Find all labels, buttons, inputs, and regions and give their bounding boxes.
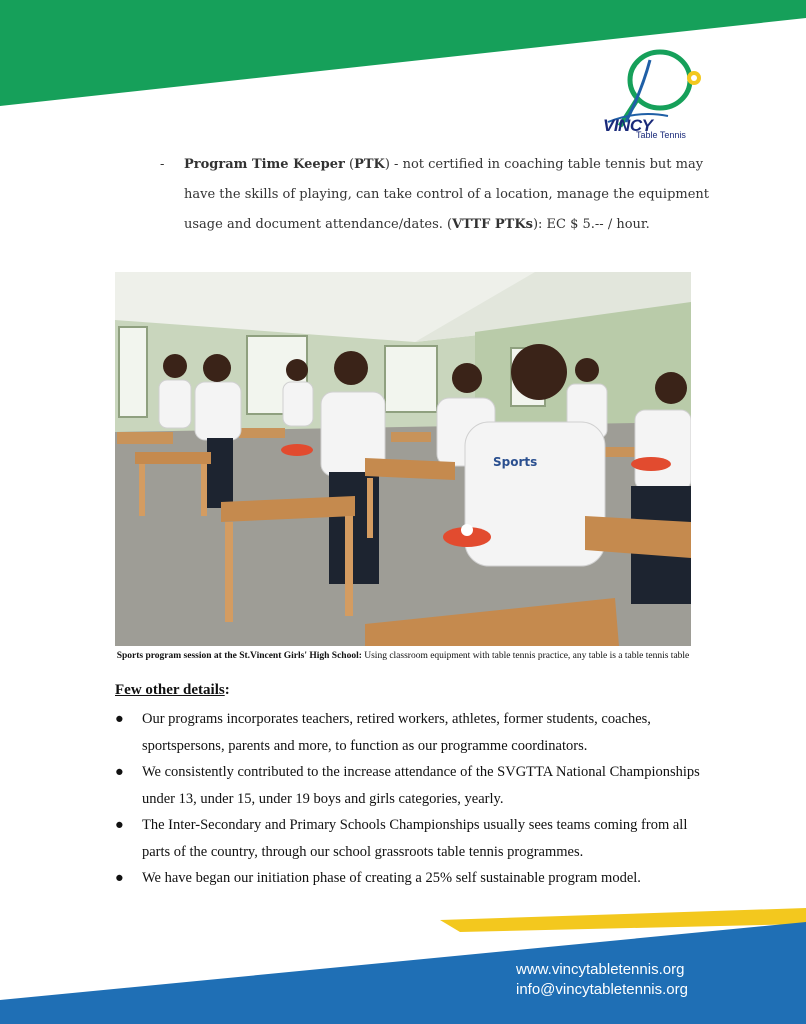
list-item-text: We have began our initiation phase of creating a 25% self sustainable program model. [142, 870, 641, 886]
website-link[interactable]: www.vincytabletennis.org [516, 961, 685, 978]
ptk-abbr: PTK [354, 157, 385, 172]
ptk-term: Program Time Keeper [184, 157, 345, 172]
shirt-print: Sports [493, 455, 538, 469]
ptk-dash: - [160, 157, 165, 172]
details-heading [115, 682, 230, 699]
bullet-icon: ● [115, 711, 124, 727]
list-item-text: We consistently contributed to the increase attendance of the SVGTTA National Championships under 13, under 15, under 19 boys and girls categories, yearly. [142, 764, 700, 807]
ptk-desc: ) - not certified in coaching table tennis but may have the skills of playing, can take control of a location, manage the equipment usage and document attendance/dates. ( [184, 157, 710, 232]
bullet-icon: ● [115, 764, 124, 780]
details-heading-text: Few other details [115, 682, 225, 698]
ptk-paragraph [160, 150, 720, 240]
logo-wordmark: VINCY [603, 116, 653, 135]
contact-block [516, 960, 688, 1000]
caption-rest: Using classroom equipment with table tennis practice, any table is a table tennis table [361, 651, 690, 661]
ptk-open: ( [344, 157, 355, 172]
photo-caption [115, 648, 691, 664]
ptk-rate: ): EC $ 5.-- / hour. [532, 217, 650, 232]
list-item [115, 759, 715, 812]
email-link[interactable]: info@vincytabletennis.org [516, 981, 688, 998]
list-item [115, 865, 715, 892]
ptk-abbr-vttf: VTTF PTKs [452, 217, 533, 232]
bullet-icon: ● [115, 817, 124, 833]
list-item-text: The Inter-Secondary and Primary Schools Championships usually sees teams coming from all parts of the country, through our school grassroots table tennis programmes. [142, 817, 688, 860]
classroom-photo [115, 272, 691, 646]
list-item [115, 812, 715, 865]
list-item [115, 706, 715, 759]
details-heading-colon: : [224, 682, 230, 698]
caption-bold: Sports program session at the St.Vincent Girls' High School: [116, 651, 362, 661]
details-list [115, 706, 715, 892]
bullet-icon: ● [115, 870, 124, 886]
list-item-text: Our programs incorporates teachers, retired workers, athletes, former students, coaches, sportspersons, parents and more, to function as our programme coordinators. [142, 711, 651, 754]
ptk-body [184, 150, 720, 240]
logo-subtitle: Table Tennis [636, 130, 686, 140]
